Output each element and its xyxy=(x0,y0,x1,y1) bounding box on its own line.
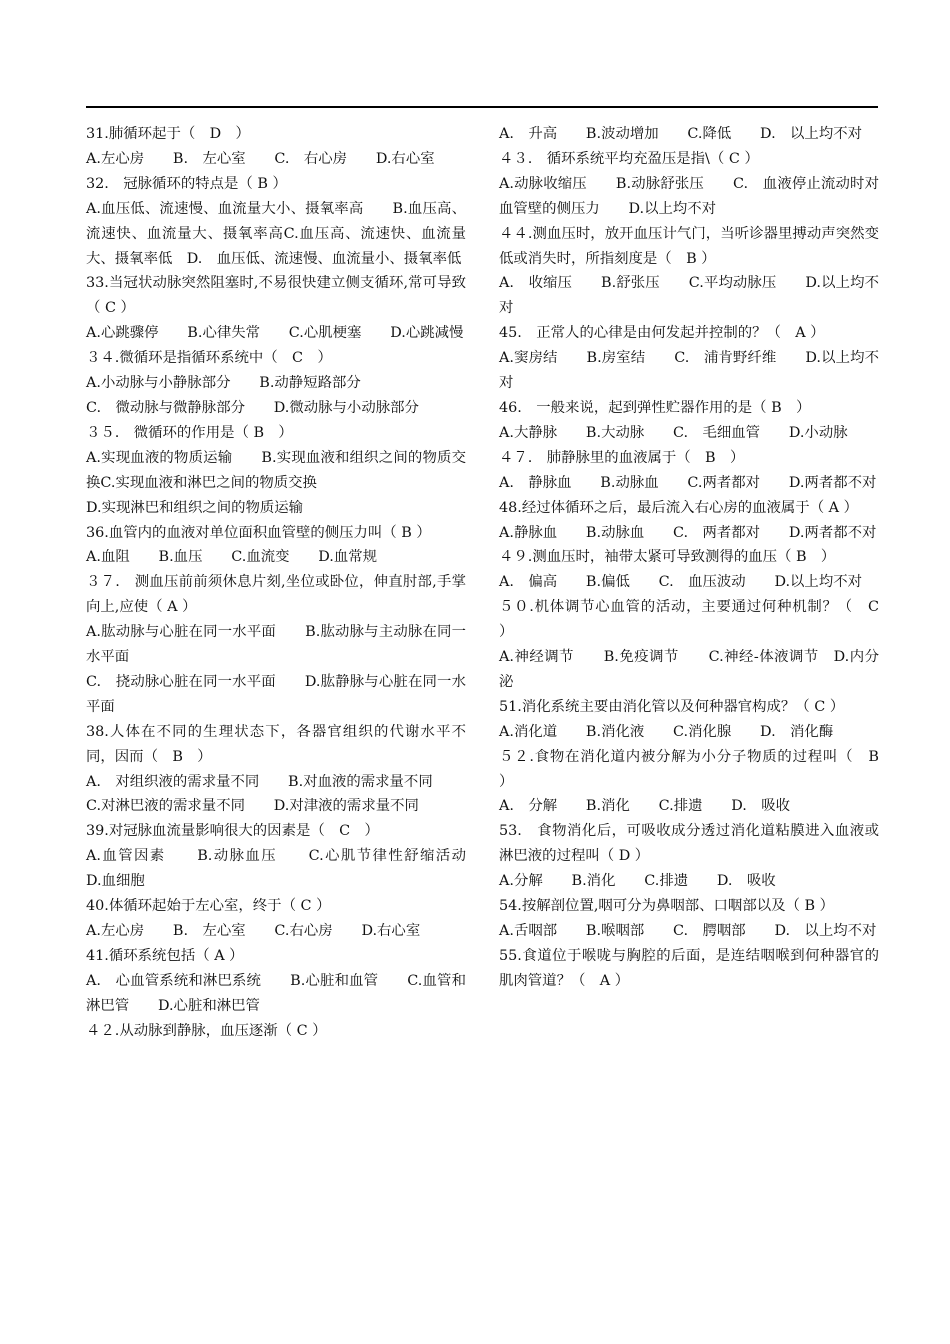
text-line: A. 升高 B.波动增加 C.降低 D. 以上均不对 xyxy=(499,126,862,142)
text-line: 55.食道位于喉咙与胸腔的后面，是连结咽喉到何种器官的肌肉管道？（ A ） xyxy=(499,947,879,989)
text-line: ４３. 循环系统平均充盈压是指\（ C ） xyxy=(499,150,759,167)
text-line: A.血阻 B.血压 C.血流变 D.血常规 xyxy=(86,549,378,566)
text-line: A.舌咽部 B.喉咽部 C. 腭咽部 D. 以上均不对 xyxy=(499,923,877,939)
text-line: 32. 冠脉循环的特点是（ B ） xyxy=(86,175,287,192)
text-line: A. 分解 B.消化 C.排遗 D. 吸收 xyxy=(499,798,791,815)
text-line: ４７. 肺静脉里的血液属于（ B ） xyxy=(499,449,745,466)
text-line: ４９.测血压时，袖带太紧可导致测得的血压（ B ） xyxy=(499,549,836,566)
text-line: A.神经调节 B.免疫调节 C.神经-体液调节 D.内分泌 xyxy=(499,649,879,690)
text-line: A.血压低、流速慢、血流量大小、摄氧率高 B.血压高、流速快、血流量大、摄氧率高C.血压高、流速快、血流量大、摄氧率低 D. 血压低、流速慢、血流量小、摄氧率低 xyxy=(86,200,466,267)
text-line: A.动脉收缩压 B.动脉舒张压 C. 血液停止流动时对血管壁的侧压力 D.以上均不对 xyxy=(499,175,879,217)
text-line: A.实现血液的物质运输 B.实现血液和组织之间的物质交换C.实现血液和淋巴之间的物质交换 xyxy=(86,449,466,491)
text-line: C.对淋巴液的需求量不同 D.对津液的需求量不同 xyxy=(86,798,419,815)
text-line: 51.消化系统主要由消化管以及何种器官构成？（ C ） xyxy=(499,698,845,715)
text-line: ３７. 测血压前前须休息片刻,坐位或卧位，伸直肘部,手掌向上,应使（ A ） xyxy=(86,574,466,616)
text-line: 38.人体在不同的生理状态下，各器官组织的代谢水平不同，因而（ B ） xyxy=(86,723,466,765)
text-line: 54.按解剖位置,咽可分为鼻咽部、口咽部以及（ B ） xyxy=(499,898,834,915)
text-line: D.实现淋巴和组织之间的物质运输 xyxy=(86,499,304,516)
text-line: C. 微动脉与微静脉部分 D.微动脉与小动脉部分 xyxy=(86,399,419,416)
text-line: ３５. 微循环的作用是（ B ） xyxy=(86,424,293,441)
right-column xyxy=(499,122,894,994)
left-column xyxy=(86,122,495,1044)
text-line: A.血管因素 B.动脉血压 C.心肌节律性舒缩活动 D.血细胞 xyxy=(86,848,495,890)
text-line: 36.血管内的血液对单位面积血管壁的侧压力叫（ B ） xyxy=(86,524,431,541)
text-line: 39.对冠脉血流量影响很大的因素是（ C ） xyxy=(86,823,379,840)
text-line: A.大静脉 B.大动脉 C. 毛细血管 D.小动脉 xyxy=(499,424,848,441)
text-line: A.窦房结 B.房室结 C. 浦肯野纤维 D.以上均不对 xyxy=(499,350,879,392)
text-line: A.分解 B.消化 C.排遗 D. 吸收 xyxy=(499,873,776,890)
text-line: C. 挠动脉心脏在同一水平面 D.肱静脉与心脏在同一水平面 xyxy=(86,673,466,715)
text-line: ４２.从动脉到静脉，血压逐渐（ C ） xyxy=(86,1022,327,1039)
text-line: 31.肺循环起于（ D ） xyxy=(86,126,250,142)
text-line: A.静脉血 B.动脉血 C. 两者都对 D.两者都不对 xyxy=(499,524,877,541)
text-line: 46. 一般来说，起到弹性贮器作用的是（ B ） xyxy=(499,399,811,416)
text-line: A.消化道 B.消化液 C.消化腺 D. 消化酶 xyxy=(499,723,834,740)
text-line: ５２.食物在消化道内被分解为小分子物质的过程叫（ B ） xyxy=(499,748,894,790)
text-line: ４４.测血压时，放开血压计气门，当听诊器里搏动声突然变低或消失时，所指刻度是（ B ） xyxy=(499,225,879,267)
text-line: 53. 食物消化后，可吸收成分透过消化道粘膜进入血液或淋巴液的过程叫（ D ） xyxy=(499,823,879,865)
text-line: A.左心房 B. 左心室 C. 右心房 D.右心室 xyxy=(86,150,435,167)
text-line: A.心跳骤停 B.心律失常 C.心肌梗塞 D.心跳减慢 xyxy=(86,325,464,342)
text-line: A.小动脉与小静脉部分 B.动静短路部分 xyxy=(86,375,361,392)
text-line: 48.经过体循环之后，最后流入右心房的血液属于（ A ） xyxy=(499,499,859,516)
text-line: ５０.机体调节心血管的活动，主要通过何种机制？（ C ） xyxy=(499,599,894,641)
text-line: A.左心房 B. 左心室 C.右心房 D.右心室 xyxy=(86,923,421,939)
text-line: 41.循环系统包括（ A ） xyxy=(86,947,244,964)
text-line: A.肱动脉与心脏在同一水平面 B.肱动脉与主动脉在同一水平面 xyxy=(86,624,466,666)
text-line: ３４.微循环是指循环系统中（ C ） xyxy=(86,350,332,367)
header-rule xyxy=(86,106,878,108)
text-line: A. 心血管系统和淋巴系统 B.心脏和血管 C.血管和淋巴管 D.心脏和淋巴管 xyxy=(86,972,466,1014)
text-line: 45. 正常人的心律是由何发起并控制的？（ A ） xyxy=(499,325,825,342)
text-line: A. 偏高 B.偏低 C. 血压波动 D.以上均不对 xyxy=(499,574,862,591)
text-line: 40.体循环起始于左心室，终于（ C ） xyxy=(86,898,331,915)
text-line: A. 收缩压 B.舒张压 C.平均动脉压 D.以上均不对 xyxy=(499,275,879,317)
text-line: A. 静脉血 B.动脉血 C.两者都对 D.两者都不对 xyxy=(499,474,877,491)
text-line: 33.当冠状动脉突然阻塞时,不易很快建立侧支循环,常可导致（ C ） xyxy=(86,275,466,317)
text-line: A. 对组织液的需求量不同 B.对血液的需求量不同 xyxy=(86,773,433,790)
